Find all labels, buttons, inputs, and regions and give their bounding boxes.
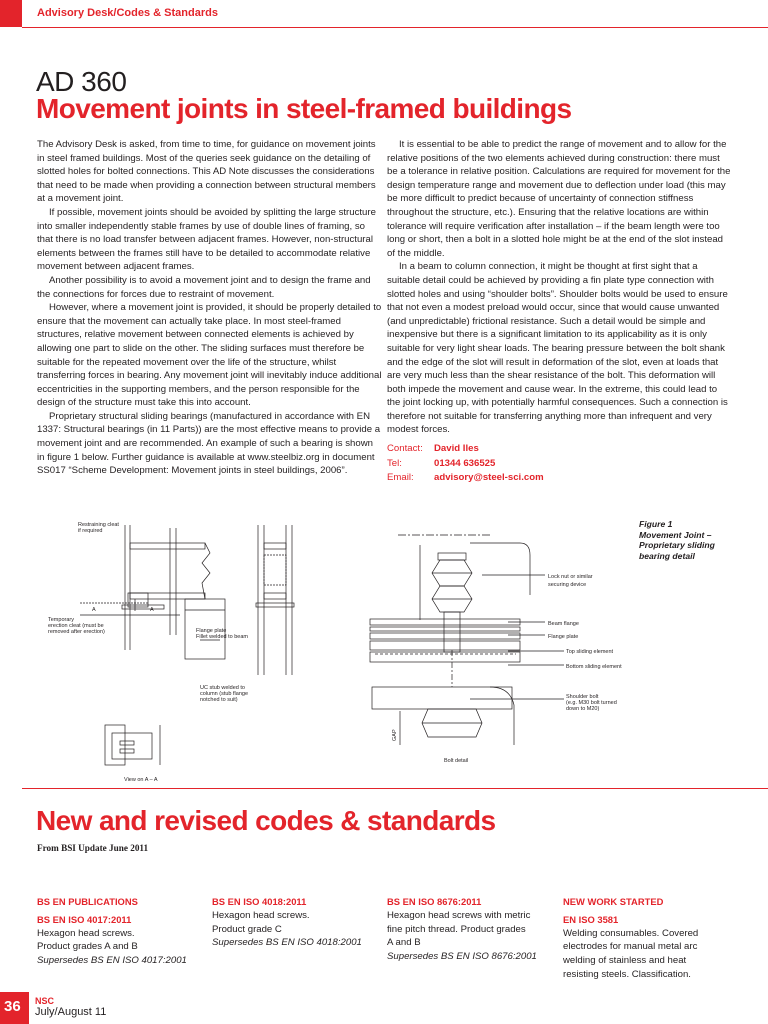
standard-description: Hexagon head screws. [212,909,310,921]
contact-block [387,442,544,486]
standard-description: Hexagon head screws with metric [387,909,531,921]
paragraph: However, where a movement joint is provided, it should be properly detailed to ensure that the movement can actually take place. In most steel-framed structures, relative movement between connected elements is achieved by allowing one part to slide on the other. The sliding surfaces must therefore be suitable for the repeated movement over the life of the structure, whilst transferring forces in bearing. Any movement joint will inevitably induce additional eccentricities in the supporting members, and the person responsible for the design of the structure must take this into account. [37,302,382,409]
contact-name: David Iles [434,443,479,454]
label-shoulder-bolt: down to M20) [566,706,600,712]
label-shoulder-bolt: (e.g. M30 bolt turned [566,700,617,706]
article-left-column [37,138,382,478]
magazine-name: NSC [35,996,55,1006]
standards-category: BS EN PUBLICATIONS [37,896,138,907]
email-link[interactable]: advisory@steel-sci.com [434,472,544,483]
standard-description: Product grades A and B [37,941,138,953]
label-top-sliding: Top sliding element [566,649,614,655]
article-right-column [387,138,732,437]
label-view-a-a: View on A – A [124,777,158,783]
label-gap: GAP [392,729,398,741]
standard-description: Hexagon head screws. [37,927,135,939]
figure-caption-line: Figure 1 [639,519,673,529]
standard-description: resisting steels. Classification. [563,968,691,980]
label-section-a: A [92,607,96,613]
paragraph: Another possibility is to avoid a movement joint and to design the frame and the connections for forces due to restraint of movement. [37,274,371,300]
label-bolt-detail: Bolt detail [444,758,469,764]
label-lock-nut: securing device [548,582,587,588]
standard-code: EN ISO 3581 [563,913,619,925]
tel-label: Tel: [387,457,402,469]
label-flange-plate: Flange plate [196,628,227,634]
figure-technical-drawing [30,515,760,795]
label-restraining-cleat: if required [78,528,103,534]
standard-supersedes: Supersedes BS EN ISO 4018:2001 [212,937,362,949]
standards-column [37,895,205,968]
standard-supersedes: Supersedes BS EN ISO 8676:2001 [387,951,537,963]
issue-date: July/August 11 [35,1006,107,1018]
contact-label: Contact: [387,443,423,454]
standards-column [563,895,731,982]
label-restraining-cleat: Restraining cleat [78,522,119,528]
figure-caption-line: Proprietary sliding [639,540,715,551]
standards-column [387,895,555,964]
codes-section-subtitle: From BSI Update June 2011 [37,843,149,853]
codes-section-title: New and revised codes & standards [36,805,496,836]
email-label: Email: [387,472,414,483]
label-bottom-sliding: Bottom sliding element [566,664,622,670]
standard-code: BS EN ISO 4017:2011 [37,913,132,925]
figure-caption-line: bearing detail [639,550,695,561]
paragraph: Proprietary structural sliding bearings (manufactured in accordance with EN 1337: Structural bearings (in 11 Parts)) are the most effective means to provide a movement joint and are recommended. An example of such a bearing is shown in figure 1 below. Further guidance is available at www.steelbiz.org in document SS017 “Scheme Development: Movement joints in steel buildings, 2006”. [37,410,381,477]
label-temporary-cleat: erection cleat (must be [48,623,104,629]
standard-supersedes: Supersedes BS EN ISO 4017:2001 [37,955,187,967]
standard-code: BS EN ISO 4018:2011 [212,896,307,907]
standards-category: NEW WORK STARTED [563,896,664,907]
label-shoulder-bolt: Shoulder bolt [566,694,599,700]
label-beam-flange: Beam flange [548,621,579,627]
label-flange-plate: Fillet welded to beam [196,634,248,640]
label-uc-stub: notched to suit) [200,697,238,703]
label-lock-nut: Lock nut or similar [548,574,593,580]
page-number: 36 [4,998,21,1015]
article-number: AD 360 [36,66,127,97]
paragraph: In a beam to column connection, it might be thought at first sight that a suitable detail could be achieved by providing a fin plate type connection with slotted holes and using “shoulder bolts”. Shoulder bolts would be used to ensure that not even a modest preload would occur, since that would cause unwanted (and unpredictable) frictional resistance. Such a detail would be simple and inexpensive but there is a significant limitation to its applicability as it is only suitable for very light shear loads. The bearing pressure between the bolt shank and the edge of the slot will result in deformation of the slot, even at loads that are very much less than the shear resistance of the bolt. This deformation will both impede the movement and cause wear. In the extreme, this could lead to the joint locking up, with potentially harmful consequences. Such a connection is therefore not suitable for transferring anything more than infrequent and very modest forces. [387,261,728,436]
article-title: Movement joints in steel-framed buildings [36,93,572,124]
paragraph: If possible, movement joints should be avoided by splitting the large structure into smaller independently stable frames by use of double lines of framing, so that there is no load transfer between adjacent frames. However, non-structural elements between the frames still have to be detailed to accommodate relative movement between adjacent frames. [37,206,376,273]
section-header: Advisory Desk/Codes & Standards [37,7,218,19]
section-rule [22,788,768,789]
label-uc-stub: UC stub welded to [200,685,245,691]
paragraph: The Advisory Desk is asked, from time to time, for guidance on movement joints in steel framed buildings. Most of the queries seek guidance on the detailing of slotted holes for bolted connections. This AD Note discusses the considerations that need to be made when providing a connection between structural members at a movement joint. [37,139,376,205]
label-flange-plate-detail: Flange plate [548,634,579,640]
standards-column [212,895,380,950]
standard-description: A and B [387,937,421,949]
standard-description: Welding consumables. Covered [563,927,699,939]
label-section-a: A [150,607,154,613]
standard-description: fine pitch thread. Product grades [387,923,526,935]
standard-description: electrodes for manual metal arc [563,941,698,953]
label-temporary-cleat: removed after erection) [48,629,105,635]
label-temporary-cleat: Temporary [48,617,74,623]
standard-code: BS EN ISO 8676:2011 [387,896,482,907]
figure-caption-line: Movement Joint – [639,529,712,540]
standard-description: Product grade C [212,923,282,935]
paragraph: It is essential to be able to predict the range of movement and to allow for the relative positions of the two elements achieved during construction: there must be a tolerance in relative position. Calculations are required for movement for the design temperature range and movement due to deflection under load (this may be more difficult to predict because of uncertainty of connection stiffness throughout the structure, etc.). Ensuring that the relative locations are within tolerance will require verification after installation – if the beam length were too long or short, then a bolt in a slotted hole might be at the end of the slot instead of the middle. [387,139,731,259]
label-uc-stub: column (stub flange [200,691,248,697]
header-rule [22,27,768,28]
standard-description: welding of stainless and heat [563,955,687,967]
tel-value: 01344 636525 [434,457,496,469]
header-color-block [0,0,22,27]
